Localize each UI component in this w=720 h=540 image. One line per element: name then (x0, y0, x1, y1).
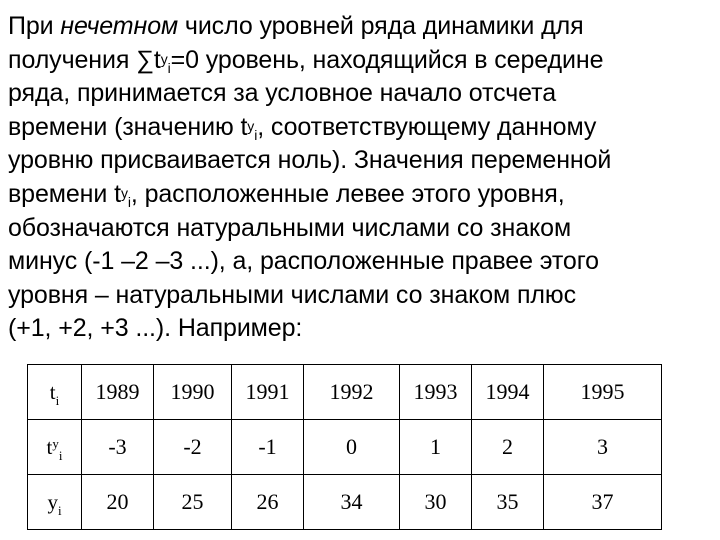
text-line-6 (8, 178, 714, 212)
table-cell: 1 (400, 420, 472, 475)
table-cell: 1991 (232, 365, 304, 420)
subscript: i (254, 126, 258, 143)
table-cell: 34 (304, 475, 400, 530)
table-cell: -3 (82, 420, 154, 475)
superscript: y (247, 117, 255, 134)
table-cell: 1989 (82, 365, 154, 420)
superscript: y (160, 50, 168, 67)
text-line-3: ряда, принимается за условное начало отсчета (8, 79, 557, 108)
text-line-2 (8, 44, 714, 78)
table-cell: 20 (82, 475, 154, 530)
text-segment: , расположенные левее этого уровня, (130, 179, 565, 208)
row-label-t-i: $t_i$ (28, 365, 82, 420)
table-cell: 1995 (544, 365, 662, 420)
table-cell: 1992 (304, 365, 400, 420)
text-line-7: обозначаются натуральными числами со знаком (8, 213, 572, 242)
table-cell: 1990 (154, 365, 232, 420)
table-cell: -2 (154, 420, 232, 475)
text-segment: получения ∑t (8, 45, 161, 74)
row-label-y-i: $y_i$ (28, 475, 82, 530)
text-segment: При (8, 12, 61, 40)
text-line-9: уровня – натуральными числами со знаком плюс (8, 280, 576, 309)
subscript: i (127, 193, 131, 210)
text-line-8: минус (-1 –2 –3 ...), а, расположенные правее этого (8, 247, 599, 276)
row-label-t-y-i: $t^y_i$ (28, 420, 82, 475)
superscript: y (120, 184, 128, 201)
table-row-time-variable (28, 420, 662, 475)
text-segment: =0 уровень, находящийся в середине (170, 45, 604, 74)
text-segment: времени (значению t (8, 112, 248, 141)
text-segment: число уровней ряда динамики для (178, 12, 584, 40)
emphasis-odd: нечетном (60, 12, 179, 40)
text-line-5: уровню присваивается ноль). Значения переменной (8, 146, 612, 175)
text-line-1 (8, 10, 714, 44)
table-cell: 35 (472, 475, 544, 530)
text-line-4 (8, 111, 714, 145)
table-row-years (28, 365, 662, 420)
table-cell: 1994 (472, 365, 544, 420)
table-cell: 26 (232, 475, 304, 530)
table-cell: 2 (472, 420, 544, 475)
text-line-10: (+1, +2, +3 ...). Например: (8, 314, 303, 343)
table-row-values (28, 475, 662, 530)
time-series-table (27, 364, 662, 530)
subscript: i (167, 59, 171, 76)
table-cell: -1 (232, 420, 304, 475)
table-cell: 37 (544, 475, 662, 530)
table-cell: 30 (400, 475, 472, 530)
text-paragraph (8, 10, 714, 346)
table-cell: 1993 (400, 365, 472, 420)
text-segment: времени t (8, 179, 121, 208)
table-cell: 0 (304, 420, 400, 475)
text-segment: , соответствующему данному (257, 112, 597, 141)
table-cell: 25 (154, 475, 232, 530)
table-cell: 3 (544, 420, 662, 475)
